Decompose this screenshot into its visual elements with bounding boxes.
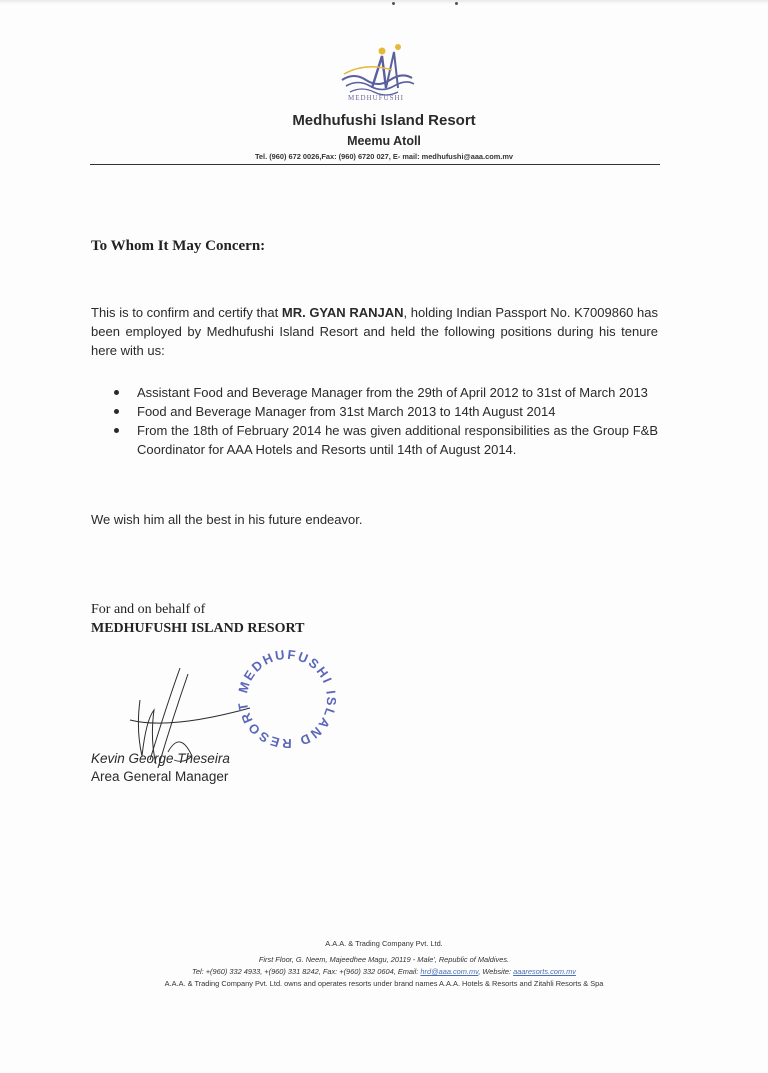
footer-website-link[interactable]: aaaresorts.com.mv [513, 967, 576, 976]
stamp-text: MEDHUFUSHI ISLAND RESORT [234, 646, 340, 752]
bullet-icon [114, 409, 119, 414]
letterhead-divider [90, 164, 660, 165]
footer-contact [0, 967, 768, 976]
list-item [110, 383, 658, 402]
position-text: Food and Beverage Manager from 31st March 2013 to 14th August 2014 [137, 404, 556, 419]
footer-address: First Floor, G. Neem, Majeedhee Magu, 20119 - Male', Republic of Maldives. [258, 955, 510, 964]
footer-company: A.A.A. & Trading Company Pvt. Ltd. [325, 939, 443, 948]
salutation: To Whom It May Concern: [91, 238, 266, 254]
svg-text:MEDHUFUSHI ISLAND RESORT [235, 647, 339, 751]
list-item [110, 402, 658, 421]
footer-email-link[interactable]: hrd@aaa.com.mv [420, 967, 479, 976]
behalf-line: For and on behalf of [91, 602, 206, 617]
scan-mark [392, 2, 395, 5]
signer-name: Kevin George Theseira [91, 751, 230, 766]
resort-name: Medhufushi Island Resort [292, 112, 476, 129]
letterhead-contact: Tel. (960) 672 0026,Fax: (960) 6720 027, E- mail: medhufushi@aaa.com.mv [254, 152, 514, 161]
scan-edge [0, 0, 768, 4]
bullet-icon [114, 390, 119, 395]
positions-list [110, 383, 658, 459]
intro-text-continued: , holding Indian Passport No. K7009860 has been employed by Medhufushi Island Resort and held the following positions during his tenure here with us: [91, 305, 658, 358]
position-text: From the 18th of February 2014 he was given additional responsibilities as the Group F&B Coordinator for AAA Hotels and Resorts until 14th of August 2014. [137, 423, 658, 457]
resort-stamp-icon [222, 640, 352, 758]
certification-paragraph [91, 303, 658, 360]
bullet-icon [114, 428, 119, 433]
signer-title: Area General Manager [91, 769, 229, 784]
intro-text: This is to confirm and certify that [91, 305, 282, 320]
footer-brands: A.A.A. & Trading Company Pvt. Ltd. owns and operates resorts under brand names A.A.A. Hotels & Resorts and Zitahli Resorts & Spa [164, 979, 604, 988]
atoll-name: Meemu Atoll [347, 134, 421, 148]
footer-phones: Tel: +(960) 332 4933, +(960) 331 8242, Fax: +(960) 332 0604, Email: [192, 967, 421, 976]
list-item [110, 421, 658, 459]
position-text: Assistant Food and Beverage Manager from the 29th of April 2012 to 31st of March 2013 [137, 385, 648, 400]
closing-wish: We wish him all the best in his future endeavor. [91, 512, 363, 527]
behalf-organization: MEDHUFUSHI ISLAND RESORT [91, 621, 305, 636]
scan-mark [455, 2, 458, 5]
footer-website-label: , Website: [478, 967, 514, 976]
employee-name: MR. GYAN RANJAN [281, 305, 404, 320]
logo-wordmark: MEDHUFUSHI [348, 94, 404, 102]
